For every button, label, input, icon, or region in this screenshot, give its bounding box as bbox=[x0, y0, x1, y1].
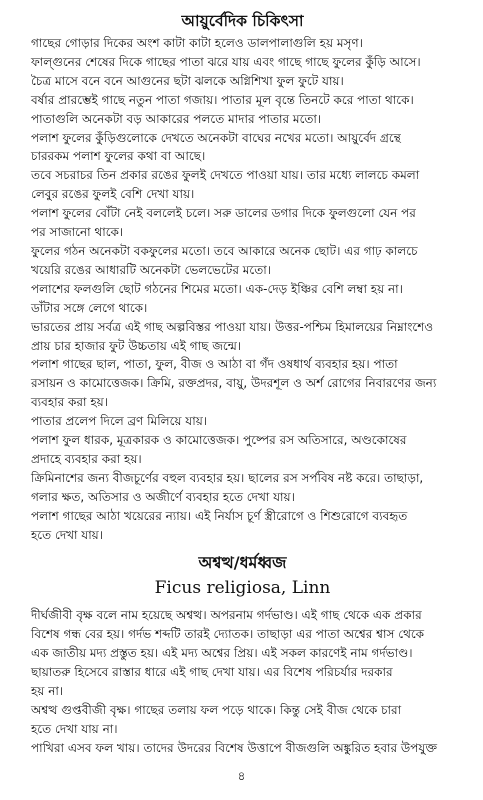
text-line: পলাশ ফুলের কুঁড়িগুলোকে দেখতে অনেকটা বাঘের নখের মতো। আয়ুর্বেদ গ্রন্থে bbox=[31, 130, 401, 145]
page-number: ৪ bbox=[237, 769, 246, 783]
paragraph bbox=[16, 739, 469, 758]
paragraph bbox=[16, 91, 469, 129]
text-line: তবে সচরাচর তিন প্রকার রঙের ফুলই দেখতে পাওয়া যায়। তার মধ্যে লালচে কমলা bbox=[31, 168, 420, 183]
text-line: লেবুর রঙের ফুলই বেশি দেখা যায়। bbox=[31, 187, 195, 202]
text-line: দীর্ঘজীবী বৃক্ষ বলে নাম হয়েছে অশ্বত্থ। অপরনাম গর্দভাণ্ড। এই গাছ থেকে এক প্রকার bbox=[31, 608, 422, 623]
paragraph bbox=[16, 129, 469, 167]
paragraph bbox=[16, 412, 469, 431]
text-line: খয়েরি রঙের আধারটি অনেকটা ভেলভেটের মতো। bbox=[31, 262, 272, 277]
text-line: পলাশ ফুল ধারক, মূত্রকারক ও কামোত্তেজক। পুষ্পের রস অতিসারে, অণ্ডকোষের bbox=[31, 433, 407, 448]
text-line: বর্ষার প্রারম্ভেই গাছে নতুন পাতা গজায়। পাতার মূল বৃন্তে তিনটে করে পাতা থাকে। bbox=[31, 92, 414, 107]
section-title-ashwattha: অশ্বত্থ/ধর্মধ্বজ bbox=[198, 553, 287, 573]
paragraph bbox=[16, 431, 469, 469]
paragraph bbox=[16, 34, 469, 53]
latin-name: Ficus religiosa, Linn bbox=[154, 578, 331, 599]
paragraph bbox=[16, 318, 469, 356]
text-line: হতে দেখা যায়। bbox=[31, 527, 104, 542]
text-line: ভারতের প্রায় সর্বত্র এই গাছ অল্পবিস্তর পাওয়া যায়। উত্তর-পশ্চিম হিমালয়ের নিম্নাংশেও bbox=[31, 319, 434, 334]
paragraph bbox=[16, 355, 469, 412]
text-line: ছায়াতরু হিসেবে রাস্তার ধারে এই গাছ দেখা যায়। এর বিশেষ পরিচর্যার দরকার bbox=[31, 665, 393, 680]
paragraph bbox=[16, 606, 469, 663]
text-line: প্রদাহে ব্যবহার করা হয়। bbox=[31, 451, 142, 466]
paragraph bbox=[16, 242, 469, 280]
text-line: পলাশ গাছের ছাল, পাতা, ফুল, বীজ ও আঠা বা গঁদ ওষধার্থ ব্যবহার হয়। পাতা bbox=[31, 357, 398, 372]
text-line: বিশেষ গন্ধ বের হয়। গর্দভ শব্দটি তারই দ্যোতক। তাছাড়া এর পাতা অশ্বের শ্বাস থেকে bbox=[31, 627, 425, 642]
text-line: ক্রিমিনাশের জন্য বীজচূর্ণের বহুল ব্যবহার হয়। ছালের রস সর্পবিষ নষ্ট করে। তাছাড়া, bbox=[31, 470, 424, 485]
text-line: পাতাগুলি অনেকটা বড় আকারের পলতে মাদার পাতার মতো। bbox=[31, 111, 322, 126]
section-body-2 bbox=[16, 606, 469, 757]
text-line: প্রায় চার হাজার ফুট উচ্চতায় এই গাছ জন্মে। bbox=[31, 338, 242, 353]
paragraph bbox=[16, 280, 469, 318]
text-line: হতে দেখা যায় না। bbox=[31, 721, 118, 736]
paragraph bbox=[16, 469, 469, 507]
text-line: পলাশের ফলগুলি ছোট গঠনের শিমের মতো। এক-দেড় ইঞ্চির বেশি লম্বা হয় না। bbox=[31, 281, 403, 296]
section-body-1 bbox=[16, 34, 469, 544]
text-line: গলার ক্ষত, অতিসার ও অজীর্ণে ব্যবহার হতে দেখা যায়। bbox=[31, 489, 295, 504]
text-line: রসায়ন ও কামোত্তেজক। ক্রিমি, রক্তপ্রদর, বায়ু, উদরশূল ও অর্শ রোগের নিবারণের জন্য bbox=[31, 376, 437, 391]
text-line: পাখিরা এসব ফল খায়। তাদের উদরের বিশেষ উত্তাপে বীজগুলি অঙ্কুরিত হবার উপযুক্ত bbox=[31, 740, 437, 755]
paragraph bbox=[16, 663, 469, 701]
text-line: চৈত্র মাসে বনে বনে আগুনের ছটা ঝলকে অগ্নিশিখা ফুল ফুটে যায়। bbox=[31, 73, 344, 88]
paragraph bbox=[16, 53, 469, 91]
text-line: পলাশ ফুলের বোঁটা নেই বললেই চলে। সরু ডালের ডগার দিকে ফুলগুলো যেন পর bbox=[31, 206, 416, 221]
text-line: পর সাজানো থাকে। bbox=[31, 225, 124, 240]
text-line: হয় না। bbox=[31, 684, 64, 699]
text-line: এক জাতীয় মদ্য প্রস্তুত হয়। এই মদ্য অশ্বের প্রিয়। এই সকল কারণেই নাম গর্দভাণ্ড। bbox=[31, 646, 413, 661]
paragraph bbox=[16, 701, 469, 739]
text-line: গাছের গোড়ার দিকের অংশ কাটা কাটা হলেও ডালপালাগুলি হয় মসৃণ। bbox=[31, 36, 363, 50]
text-line: ব্যবহার করা হয়। bbox=[31, 395, 108, 410]
text-line: চাররকম পলাশ ফুলের কথা বা আছে। bbox=[31, 149, 206, 164]
text-line: ফাল্গুনের শেষের দিকে গাছের পাতা ঝরে যায় এবং গাছে গাছে ফুলের কুঁড়ি আসে। bbox=[31, 54, 421, 69]
text-line: ফুলের গঠন অনেকটা বকফুলের মতো। তবে আকারে অনেক ছোট। এর গাঢ় কালচে bbox=[31, 243, 418, 258]
text-line: পাতার প্রলেপ দিলে ব্রণ মিলিয়ে যায়। bbox=[31, 414, 208, 429]
paragraph bbox=[16, 204, 469, 242]
text-line: পলাশ গাছের আঠা খয়েরের ন্যায়। এই নির্যাস চূর্ণ স্ত্রীরোগে ও শিশুরোগে ব্যবহৃত bbox=[31, 508, 408, 523]
text-line: অশ্বত্থ গুপ্তবীজী বৃক্ষ। গাছের তলায় ফল পড়ে থাকে। কিন্তু সেই বীজ থেকে চারা bbox=[31, 703, 402, 717]
text-line: ডাঁটার সঙ্গে লেগে থাকে। bbox=[31, 300, 148, 315]
paragraph bbox=[16, 166, 469, 204]
paragraph bbox=[16, 507, 469, 545]
section-title-ayurvedic: আয়ুর্বেদিক চিকিৎসা bbox=[181, 12, 304, 30]
